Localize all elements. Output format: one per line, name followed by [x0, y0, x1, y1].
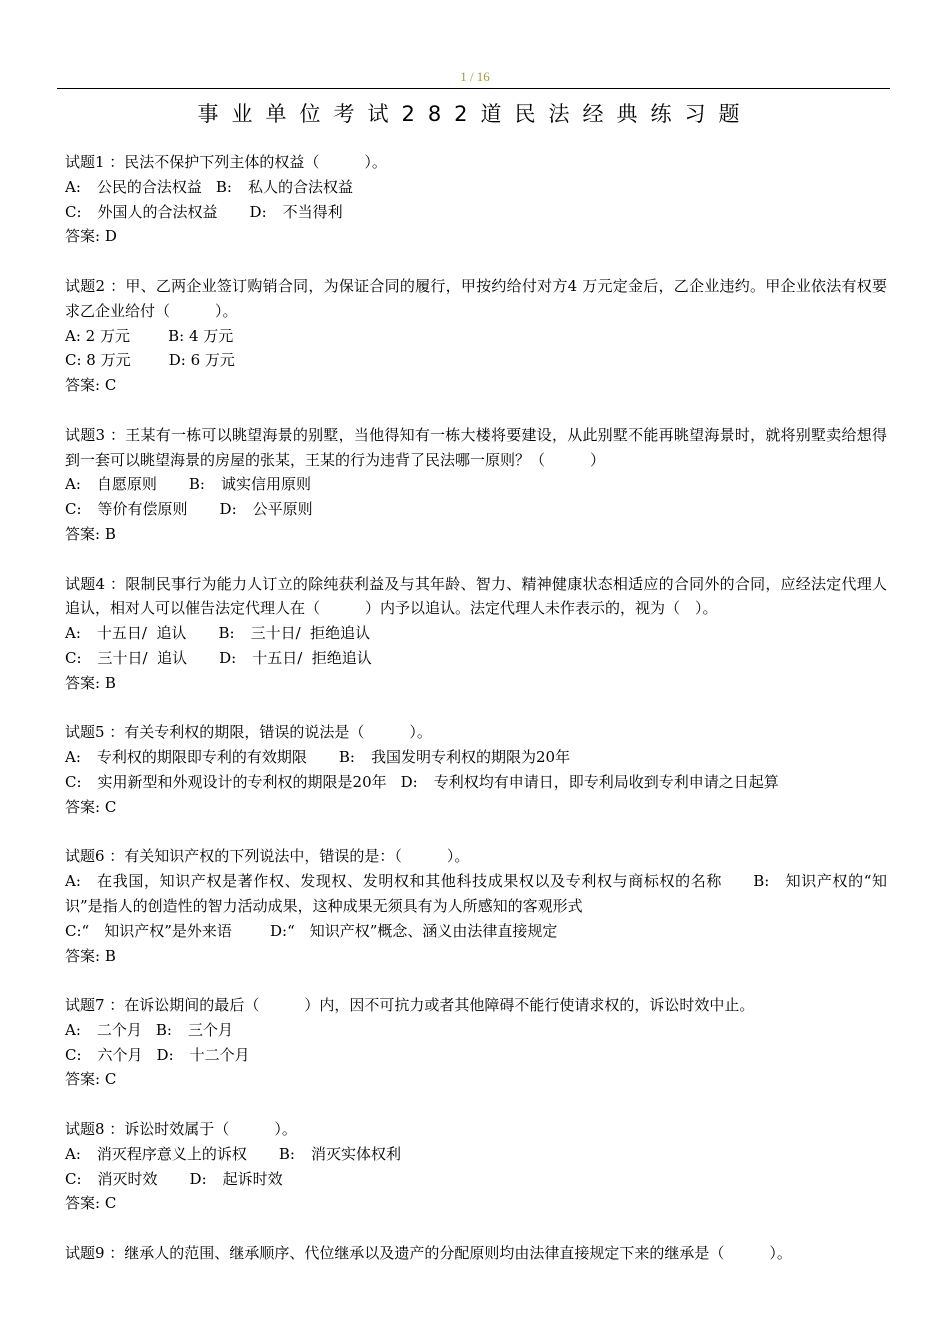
option-text: 消灭程序意义上的诉权 [96, 1144, 247, 1163]
question-4 [65, 572, 887, 696]
question-stem: 试题8 ：诉讼时效属于（ ）。 [65, 1120, 297, 1139]
option-tag: D: [400, 772, 418, 791]
option-tag: A: [65, 624, 81, 643]
question-5 [65, 720, 887, 819]
option-text: 公平原则 [252, 500, 313, 519]
option-tag: C: [65, 1169, 82, 1188]
option-row [65, 200, 887, 225]
option-text: 十五日/ 追认 [96, 624, 187, 643]
option-tag: D: [219, 500, 237, 519]
option-text: 十二个月 [189, 1045, 250, 1064]
option-tag: A: [65, 1144, 81, 1163]
option-text: 起诉时效 [222, 1169, 283, 1188]
question-8 [65, 1117, 887, 1216]
option-text: 二个月 [96, 1020, 142, 1039]
question-6 [65, 844, 887, 968]
question-stem: 试题3 ：王某有一栋可以眺望海景的别墅，当他得知有一栋大楼将要建设，从此别墅不能再眺望海景时，就将别墅卖给想得到一套可以眺望海景的房屋的张某，王某的行为违背了民法哪一原则？（ ） [65, 425, 887, 469]
option-text: 三十日/ 追认 [97, 648, 188, 667]
option-row [65, 497, 887, 522]
option-tag: B: [215, 177, 232, 196]
option-text: 三个月 [187, 1020, 233, 1039]
option-row [65, 175, 887, 200]
answer: 答案: B [65, 524, 116, 543]
question-stem: 试题5 ：有关专利权的期限，错误的说法是（ ）。 [65, 723, 432, 742]
option-tag: B: [278, 1144, 295, 1163]
option-tag: A: [65, 475, 81, 494]
option-text: 我国发明专利权的期限为20年 [370, 748, 571, 767]
question-2 [65, 274, 887, 398]
question-1 [65, 150, 887, 249]
option-text: 六个月 [97, 1045, 143, 1064]
option-row: A: 在我国，知识产权是著作权、发现权、发明权和其他科技成果权以及专利权与商标权的名称 B: 知识产权的“知识”是指人的创造性的智力活动成果，这种成果无须具有为人所感知的客观形式 [65, 872, 887, 915]
option-text: 私人的合法权益 [247, 177, 353, 196]
answer: 答案: B [65, 946, 116, 965]
question-stem: 试题4 ：限制民事行为能力人订立的除纯获利益及与其年龄、智力、精神健康状态相适应的合同外的合同，应经法定代理人追认，相对人可以催告法定代理人在（ ）内予以追认。法定代理人未作表示的，视为（ ）。 [65, 574, 887, 618]
option-row: A: 2 万元 B: 4 万元 [65, 326, 234, 345]
option-text: 等价有偿原则 [97, 500, 188, 519]
option-tag: B: [338, 748, 355, 767]
option-tag: D: [189, 1169, 207, 1188]
question-7 [65, 993, 887, 1092]
header-rule [57, 88, 890, 89]
option-row [65, 770, 887, 795]
option-text: 外国人的合法权益 [97, 202, 218, 221]
option-text: 专利权的期限即专利的有效期限 [96, 748, 307, 767]
option-tag: D: [219, 648, 237, 667]
option-text: 消灭时效 [97, 1169, 158, 1188]
option-tag: C: [65, 500, 82, 519]
option-tag: B: [218, 624, 235, 643]
question-stem: 试题2 ：甲、乙两企业签订购销合同，为保证合同的履行，甲按约给付对方4 万元定金后，乙企业违约。甲企业依法有权要求乙企业给付（ ）。 [65, 276, 887, 320]
option-row: C: 8 万元 D: 6 万元 [65, 351, 235, 370]
option-text: 自愿原则 [96, 475, 157, 494]
option-tag: C: [65, 202, 82, 221]
option-tag: B: [155, 1020, 172, 1039]
option-text: 专利权均有申请日，即专利局收到专利申请之日起算 [433, 772, 779, 791]
option-row [65, 646, 887, 671]
option-tag: C: [65, 772, 82, 791]
question-stem: 试题9 ：继承人的范围、继承顺序、代位继承以及遗产的分配原则均由法律直接规定下来的继承是（ ）。 [65, 1244, 792, 1263]
option-tag: C: [65, 1045, 82, 1064]
answer: 答案: B [65, 673, 116, 692]
option-tag: B: [188, 475, 205, 494]
option-tag: D: [249, 202, 267, 221]
answer: 答案: C [65, 376, 117, 395]
option-tag: D: [156, 1045, 174, 1064]
option-row [65, 472, 887, 497]
option-text: 不当得利 [282, 202, 343, 221]
option-row [65, 745, 887, 770]
question-list [65, 150, 887, 1291]
option-row [65, 1018, 887, 1043]
question-stem: 试题6 ：有关知识产权的下列说法中，错误的是：（ ）。 [65, 847, 470, 866]
option-row [65, 1167, 887, 1192]
option-text: 诚实信用原则 [220, 475, 311, 494]
question-9 [65, 1241, 887, 1266]
option-row [65, 1142, 887, 1167]
option-text: 公民的合法权益 [96, 177, 202, 196]
option-text: 实用新型和外观设计的专利权的期限是20年 [97, 772, 387, 791]
answer: 答案: C [65, 1194, 117, 1213]
question-stem: 试题1 ：民法不保护下列主体的权益（ ）。 [65, 153, 387, 171]
option-row [65, 621, 887, 646]
answer: 答案: C [65, 1070, 117, 1089]
document-title: 事业单位考试282道民法经典练习题 [197, 102, 753, 126]
option-tag: A: [65, 748, 81, 767]
page-indicator: 1 / 16 [460, 69, 490, 84]
option-text: 十五日/ 拒绝追认 [252, 648, 372, 667]
question-3 [65, 423, 887, 547]
option-row [65, 1043, 887, 1068]
question-stem: 试题7 ：在诉讼期间的最后（ ）内，因不可抗力或者其他障碍不能行使请求权的，诉讼时效中止。 [65, 996, 755, 1015]
option-text: 三十日/ 拒绝追认 [250, 624, 371, 643]
option-tag: C: [65, 648, 82, 667]
option-row: C:“ 知识产权”是外来语 D:“ 知识产权”概念、涵义由法律直接规定 [65, 921, 558, 940]
option-text: 消灭实体权利 [310, 1144, 401, 1163]
answer: 答案: C [65, 797, 117, 816]
option-tag: A: [65, 1020, 81, 1039]
answer: 答案: D [65, 227, 117, 246]
option-tag: A: [65, 177, 81, 196]
